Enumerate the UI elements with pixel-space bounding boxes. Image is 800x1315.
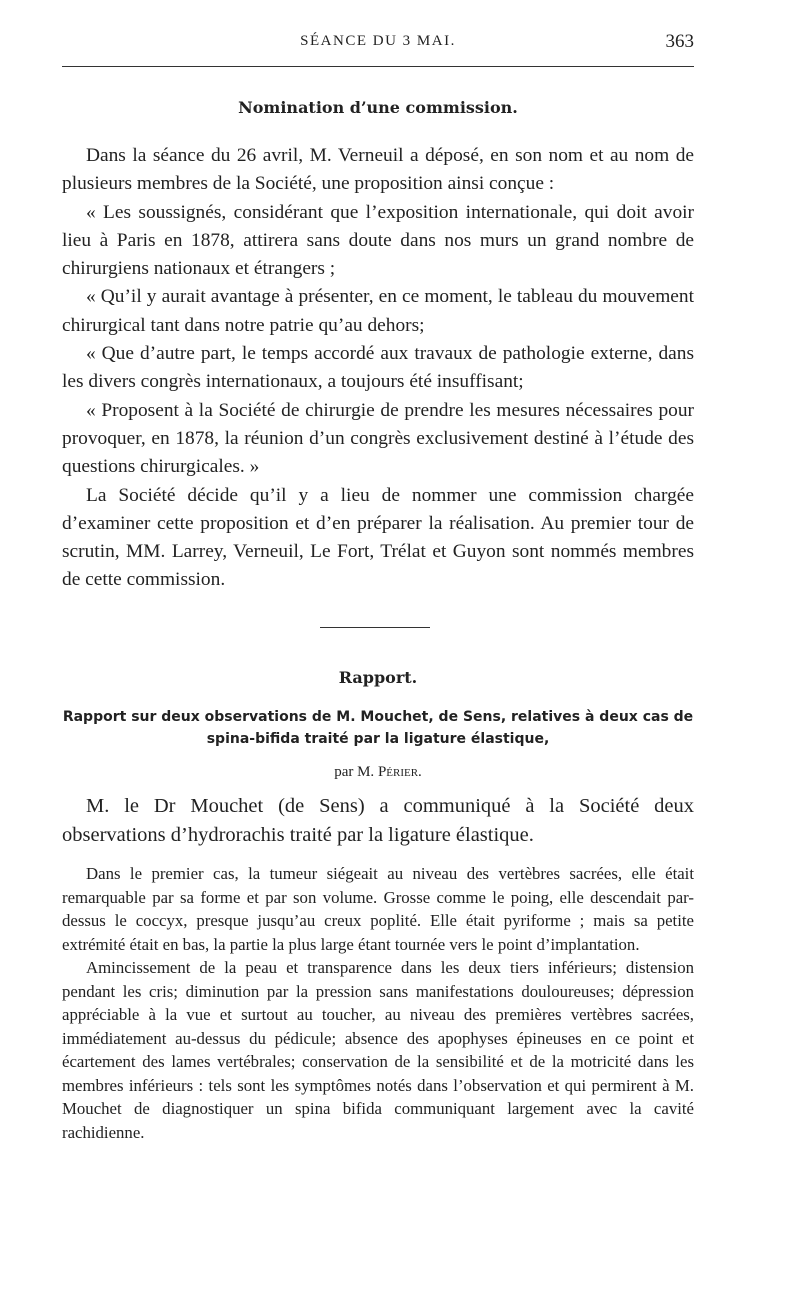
page-number: 363 — [665, 31, 694, 52]
section-title-rapport: Rapport. — [338, 668, 418, 687]
paragraph: La Société décide qu’il y a lieu de nommer une commission chargée d’examiner cette proposition et d’en préparer la réalisation. Au premier tour de scrutin, MM. Larrey, Verneuil, Le Fort, Trélat et Guyon sont nommés membres de cette commission. — [62, 484, 694, 591]
report-intro — [62, 792, 694, 850]
section-separator — [320, 627, 430, 628]
paragraph: « Les soussignés, considérant que l’exposition internationale, qui doit avoir lieu à Paris en 1878, attirera sans doute dans nos murs un grand nombre de chirurgiens nationaux et étrangers ; — [62, 201, 694, 280]
running-head: SÉANCE DU 3 MAI. — [300, 33, 456, 49]
paragraph: « Qu’il y aurait avantage à présenter, en ce moment, le tableau du mouvement chirurgical tant dans notre patrie qu’au dehors; — [62, 286, 694, 336]
paragraph: « Proposent à la Société de chirurgie de prendre les mesures nécessaires pour provoquer, en 1878, la réunion d’un congrès exclusivement destiné à l’étude des questions chirurgicales. » — [62, 399, 694, 478]
page-header — [62, 33, 694, 57]
section-title-commission: Nomination d’une commission. — [238, 98, 518, 117]
paragraph: Dans le premier cas, la tumeur siégeait au niveau des vertèbres sacrées, elle était remarquable par sa forme et par son volume. Grosse comme le poing, elle descendait par-dessus le coccyx, presque jusqu’au creux poplité. Elle était pyriforme ; mais sa petite extrémité était en bas, la partie la plus large étant tournée vers le point d’implantation. — [62, 864, 694, 954]
report-body — [62, 862, 694, 1144]
paragraph: « Que d’autre part, le temps accordé aux travaux de pathologie externe, dans les divers congrès internationaux, a toujours été insuffisant; — [62, 343, 694, 393]
intro-paragraph: M. le Dr Mouchet (de Sens) a communiqué à la Société deux observations d’hydrorachis traité par la ligature élastique. — [62, 795, 694, 846]
commission-body — [62, 142, 694, 595]
byline-author: Périer. — [377, 764, 422, 780]
byline-prefix: par M. — [334, 764, 375, 780]
paragraph: Dans la séance du 26 avril, M. Verneuil a déposé, en son nom et au nom de plusieurs membres de la Société, une proposition ainsi conçue : — [62, 145, 694, 195]
report-subtitle: Rapport sur deux observations de M. Mouchet, de Sens, relatives à deux cas de spina-bifida traité par la ligature élastique, — [62, 709, 694, 747]
header-rule — [62, 66, 694, 67]
byline — [62, 764, 694, 781]
paragraph: Amincissement de la peau et transparence dans les deux tiers inférieurs; distension pendant les cris; diminution par la pression sans manifestations douloureuses; dépression appréciable à la vue et surtout au toucher, au niveau des premières vertèbres sacrées, immédiatement au-dessus du pédicule; absence des apophyses épineuses en ce point et écartement des lames vertébrales; conservation de la sensibilité et de la motricité dans les membres inférieurs : tels sont les symptômes notés dans l’observation et qui permirent à M. Mouchet de diagnostiquer un spina bifida communiquant largement avec la cavité rachidienne. — [62, 958, 694, 1142]
